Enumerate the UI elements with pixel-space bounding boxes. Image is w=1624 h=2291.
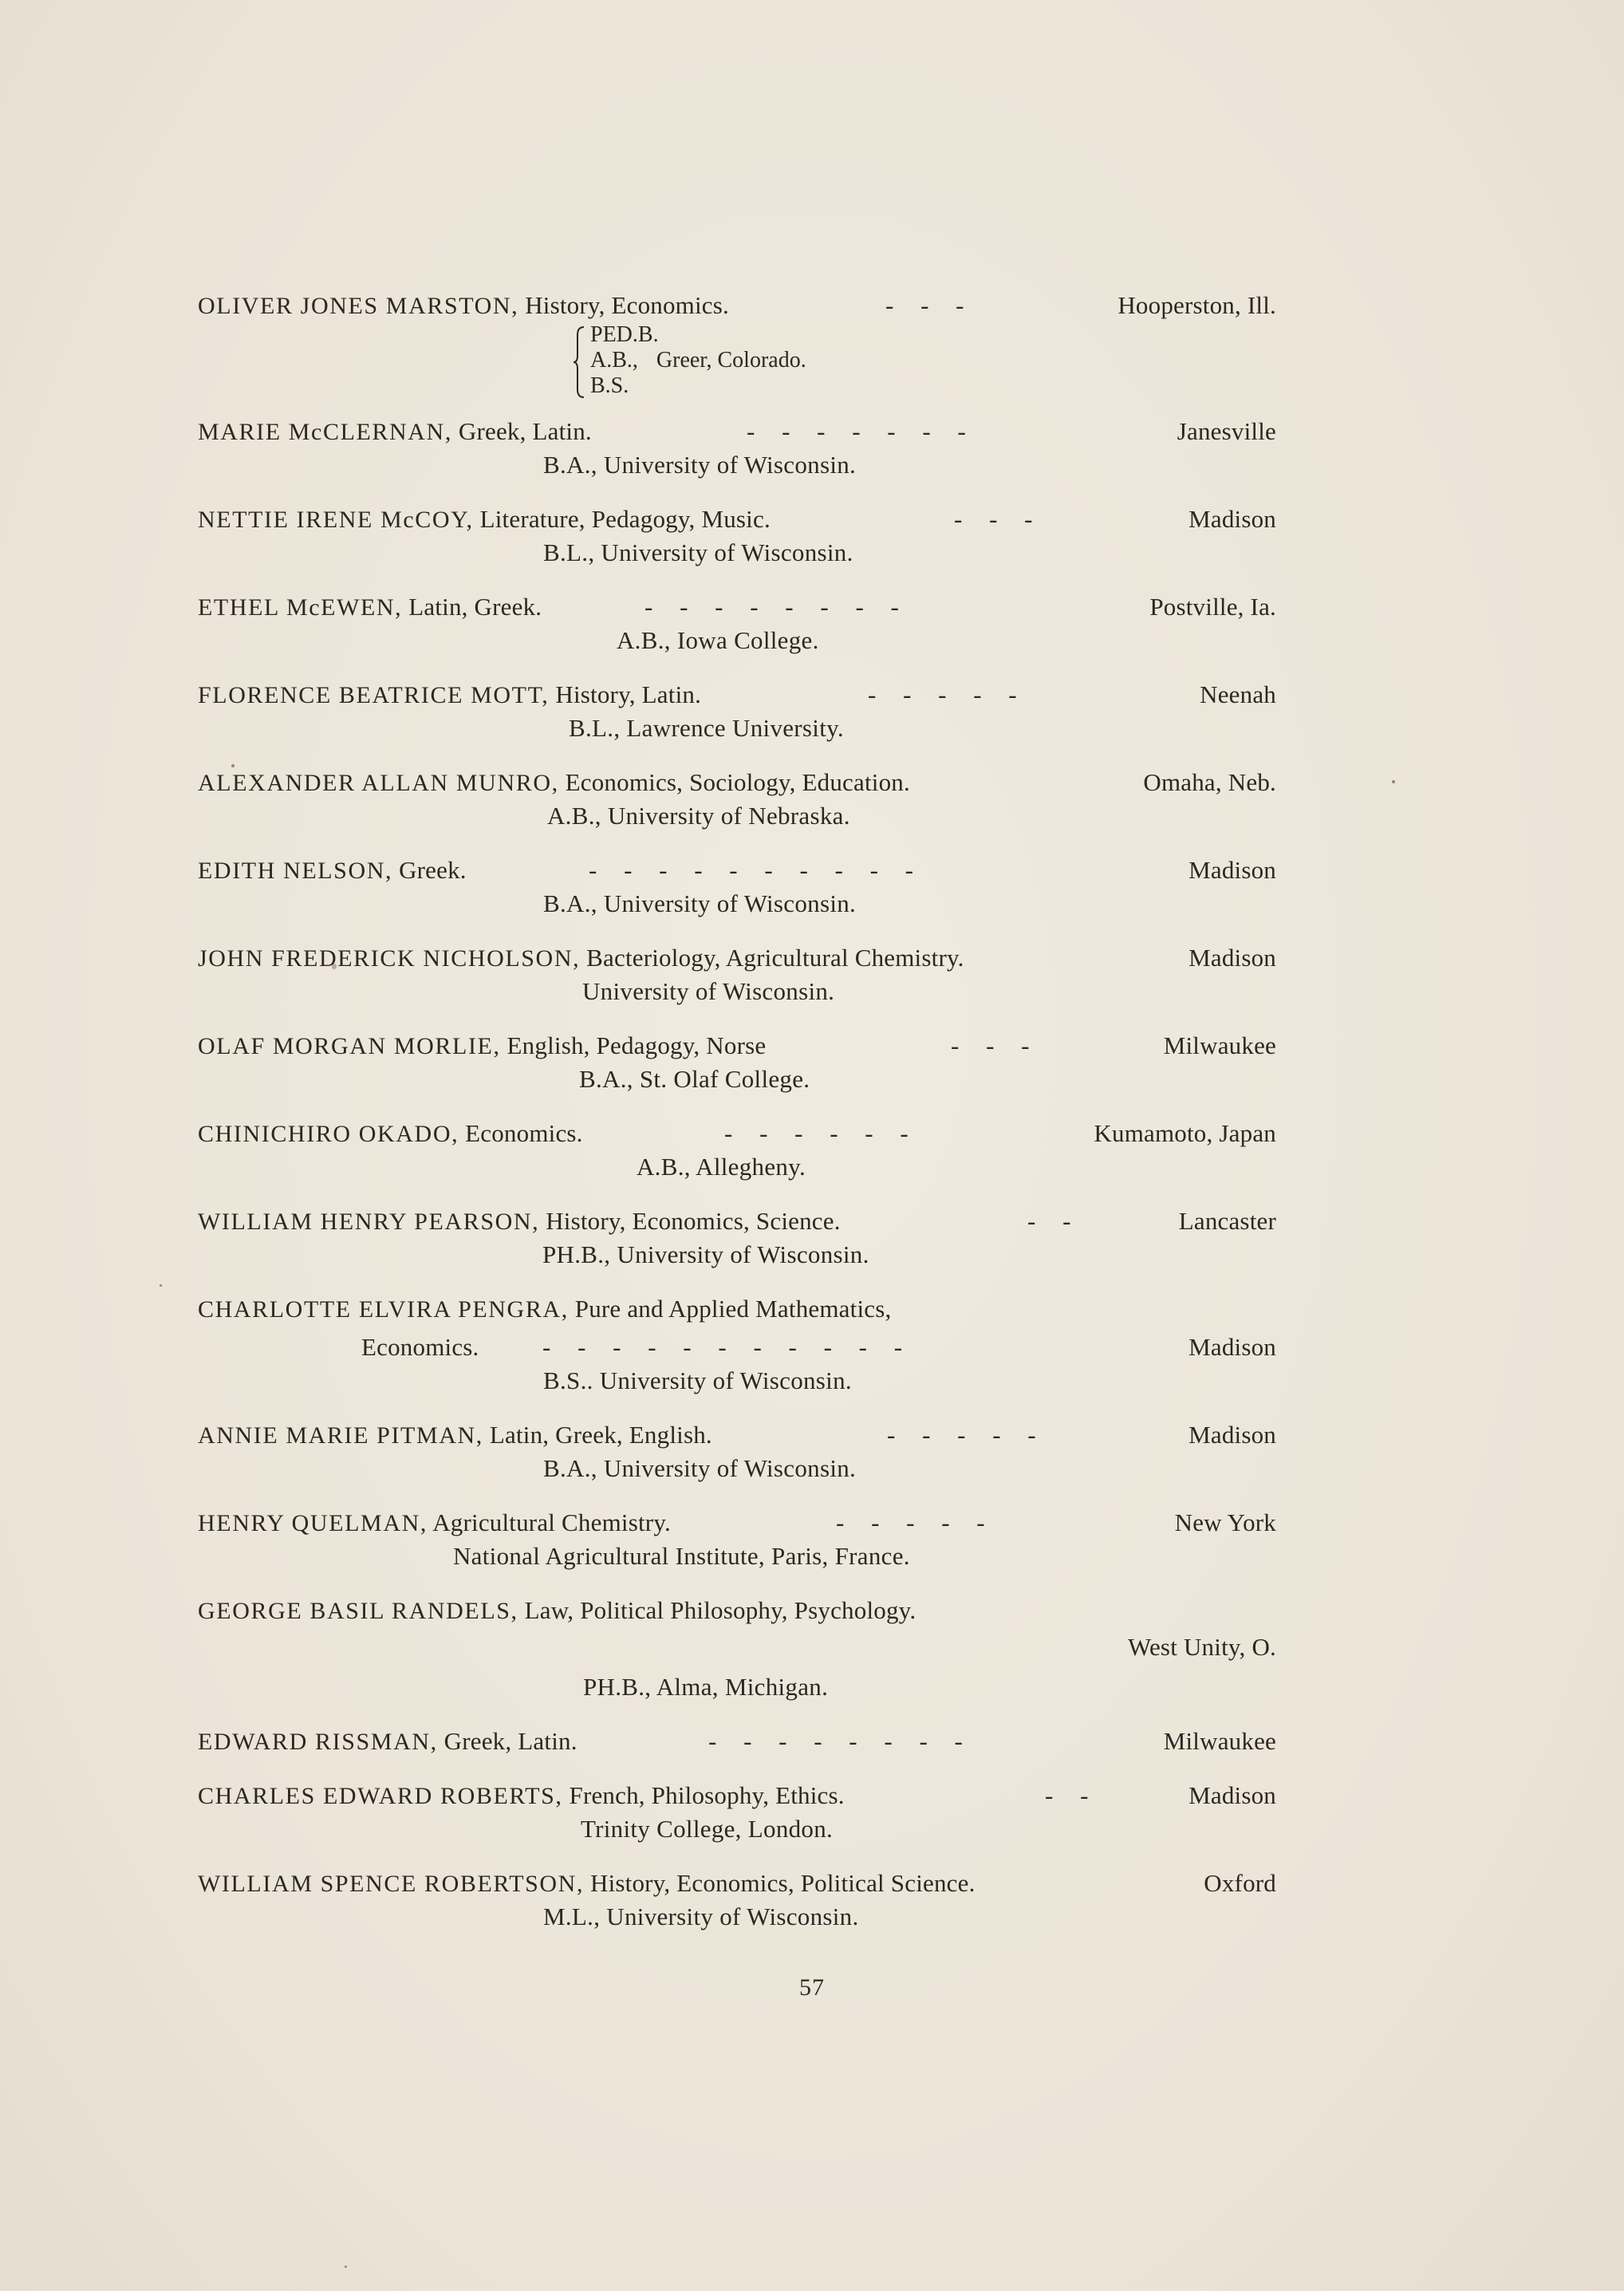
student-degree: B.A., University of Wisconsin.	[543, 1454, 857, 1482]
student-name: JOHN FREDERICK NICHOLSON,	[198, 945, 581, 972]
dot-leader: - - - - -	[868, 680, 1017, 708]
dot-leader: - - - - - - - -	[644, 593, 899, 621]
entry-main-line	[198, 1725, 1276, 1758]
degree-institution: Greer, Colorado.	[656, 348, 806, 373]
dot-leader: - - - - - - - -	[708, 1727, 963, 1755]
student-subjects: Literature, Pedagogy, Music.	[479, 505, 771, 533]
dot-leader: - - - - - - - - - - -	[542, 1333, 903, 1361]
entry-main-line	[198, 289, 1276, 322]
student-name: WILLIAM HENRY PEARSON,	[198, 1209, 540, 1235]
student-subjects: Latin, Greek.	[408, 593, 542, 621]
hometown: Madison	[1188, 505, 1276, 533]
hometown: Kumamoto, Japan	[1094, 1119, 1276, 1147]
degree-group	[573, 322, 1276, 402]
student-subjects: English, Pedagogy, Norse	[507, 1031, 767, 1059]
entry-main-line	[198, 1867, 1276, 1900]
student-entry	[198, 1506, 1276, 1573]
student-degree	[198, 1238, 1276, 1272]
student-name: CHINICHIRO OKADO,	[198, 1121, 459, 1147]
hometown: Neenah	[1200, 680, 1276, 708]
entry-main-line	[198, 1117, 1276, 1150]
dot-leader: - - - - -	[887, 1421, 1036, 1449]
student-degree: National Agricultural Institute, Paris, France.	[453, 1542, 910, 1570]
hometown: Madison	[1188, 856, 1276, 884]
student-subjects: History, Economics, Science.	[546, 1207, 841, 1235]
student-name: ALEXANDER ALLAN MUNRO,	[198, 770, 559, 796]
student-degree: B.A., University of Wisconsin.	[543, 889, 857, 917]
student-degree: PH.B., Alma, Michigan.	[583, 1673, 829, 1701]
dot-leader: - - -	[885, 291, 964, 319]
degree-item: A.B., Greer, Colorado.	[590, 348, 806, 373]
entry-main-line	[198, 1418, 1276, 1452]
degree-item: B.S.	[590, 373, 629, 398]
student-entry	[198, 854, 1276, 921]
student-degree: B.L., University of Wisconsin.	[543, 538, 853, 566]
paper-speck	[1392, 780, 1395, 783]
entry-main-line	[198, 766, 1276, 799]
student-degree: A.B., University of Nebraska.	[547, 802, 850, 830]
entry-main-line	[198, 503, 1276, 536]
entry-main-line	[198, 941, 1276, 975]
student-name: ANNIE MARIE PITMAN,	[198, 1422, 483, 1449]
entry-main-line	[198, 1506, 1276, 1540]
entry-main-line	[198, 1594, 1276, 1627]
student-entry	[198, 1117, 1276, 1184]
student-name: WILLIAM SPENCE ROBERTSON,	[198, 1871, 585, 1897]
hometown: Madison	[1188, 944, 1276, 972]
hometown: Madison	[1188, 1781, 1276, 1809]
student-entry	[198, 1205, 1276, 1272]
hometown: Postville, Ia.	[1149, 593, 1276, 621]
student-name: GEORGE BASIL RANDELS,	[198, 1598, 518, 1624]
student-name: OLIVER JONES MARSTON,	[198, 293, 519, 319]
entry-main-line	[198, 854, 1276, 887]
student-entry	[198, 1779, 1276, 1846]
hometown: Milwaukee	[1163, 1727, 1276, 1755]
student-entry	[198, 1867, 1276, 1934]
student-degree: B.A., St. Olaf College.	[579, 1065, 810, 1093]
degree-text: PH.B., University of Wisconsin.	[542, 1240, 869, 1268]
dot-leader: - - - - - -	[724, 1119, 909, 1147]
degree-item: PED.B.	[590, 322, 659, 347]
student-name: MARIE McCLERNAN,	[198, 419, 452, 445]
brace-icon	[573, 325, 585, 399]
entry-main-line	[198, 1029, 1276, 1063]
student-entry	[198, 1418, 1276, 1485]
student-name: CHARLOTTE ELVIRA PENGRA,	[198, 1296, 569, 1323]
student-entry	[198, 766, 1276, 833]
hometown: Omaha, Neb.	[1143, 768, 1276, 796]
student-subjects: Economics.	[465, 1119, 583, 1147]
student-entry	[198, 590, 1276, 657]
student-subjects: Economics, Sociology, Education.	[565, 768, 910, 796]
student-name: EDWARD RISSMAN,	[198, 1729, 438, 1755]
student-list	[198, 289, 1276, 1934]
hometown: Madison	[1188, 1333, 1276, 1361]
student-entry	[198, 289, 1276, 402]
student-entry	[198, 503, 1276, 570]
entry-main-line	[198, 1779, 1276, 1812]
student-name: FLORENCE BEATRICE MOTT,	[198, 682, 550, 708]
entry-main-line	[198, 415, 1276, 448]
student-entry	[198, 678, 1276, 745]
hometown: West Unity, O.	[1128, 1633, 1276, 1661]
student-name: OLAF MORGAN MORLIE,	[198, 1033, 501, 1059]
student-subjects: History, Economics, Political Science.	[590, 1869, 976, 1897]
student-degree: A.B., Iowa College.	[617, 626, 819, 654]
student-entry	[198, 1725, 1276, 1758]
student-degree: M.L., University of Wisconsin.	[543, 1903, 859, 1930]
paper-speck	[160, 1284, 162, 1287]
student-degree: Trinity College, London.	[581, 1815, 834, 1843]
student-name: ETHEL McEWEN,	[198, 594, 403, 621]
student-entry	[198, 1292, 1276, 1398]
dot-leader: - - - - -	[836, 1508, 985, 1536]
student-entry	[198, 1029, 1276, 1096]
student-subjects: Bacteriology, Agricultural Chemistry.	[586, 944, 964, 972]
student-subjects: Agricultural Chemistry.	[432, 1508, 671, 1536]
hometown: Janesville	[1177, 417, 1276, 445]
student-name: CHARLES EDWARD ROBERTS,	[198, 1783, 563, 1809]
entry-main-line	[198, 678, 1276, 712]
dot-leader: - - -	[951, 1031, 1030, 1059]
student-degree: A.B., Allegheny.	[637, 1153, 806, 1181]
dot-leader: - - - - - - -	[747, 417, 966, 445]
hometown: Oxford	[1204, 1869, 1276, 1897]
entry-place-line	[198, 1631, 1276, 1664]
entry-main-line	[198, 590, 1276, 624]
hometown: Lancaster	[1178, 1207, 1276, 1235]
student-subjects: Greek, Latin.	[458, 417, 592, 445]
student-subjects: History, Economics.	[525, 291, 729, 319]
student-subjects: Greek.	[399, 856, 467, 884]
student-entry	[198, 941, 1276, 1008]
student-name: NETTIE IRENE McCOY,	[198, 507, 474, 533]
student-subjects: French, Philosophy, Ethics.	[569, 1781, 845, 1809]
student-subjects: History, Latin.	[555, 680, 702, 708]
dot-leader: - - - - - - - - - -	[589, 856, 913, 884]
student-subjects: Pure and Applied Mathematics,	[574, 1295, 892, 1323]
entry-main-line	[198, 1292, 1276, 1326]
hometown: Milwaukee	[1163, 1031, 1276, 1059]
student-subjects: Greek, Latin.	[443, 1727, 577, 1755]
student-subjects: Latin, Greek, English.	[489, 1421, 712, 1449]
student-degree: University of Wisconsin.	[582, 977, 835, 1005]
student-subjects: Law, Political Philosophy, Psychology.	[524, 1596, 916, 1624]
student-degree: B.L., Lawrence University.	[569, 714, 844, 742]
student-degree: B.S.. University of Wisconsin.	[543, 1366, 852, 1394]
student-subjects-continued: Economics.	[361, 1333, 479, 1361]
hometown: Madison	[1188, 1421, 1276, 1449]
paper-speck	[345, 2265, 347, 2268]
student-entry	[198, 415, 1276, 482]
student-entry	[198, 1594, 1276, 1704]
entry-continuation-line	[198, 1331, 1276, 1364]
dot-leader: - -	[1027, 1207, 1071, 1235]
student-name: EDITH NELSON,	[198, 858, 393, 884]
entry-main-line	[198, 1205, 1276, 1238]
student-degree: B.A., University of Wisconsin.	[543, 451, 857, 479]
hometown: Hooperston, Ill.	[1117, 291, 1276, 319]
student-name: HENRY QUELMAN,	[198, 1510, 428, 1536]
degree-list	[590, 322, 806, 399]
dot-leader: - - -	[954, 505, 1033, 533]
dot-leader: - -	[1045, 1781, 1089, 1809]
page-number: 57	[799, 1974, 825, 2001]
hometown: New York	[1174, 1508, 1276, 1536]
